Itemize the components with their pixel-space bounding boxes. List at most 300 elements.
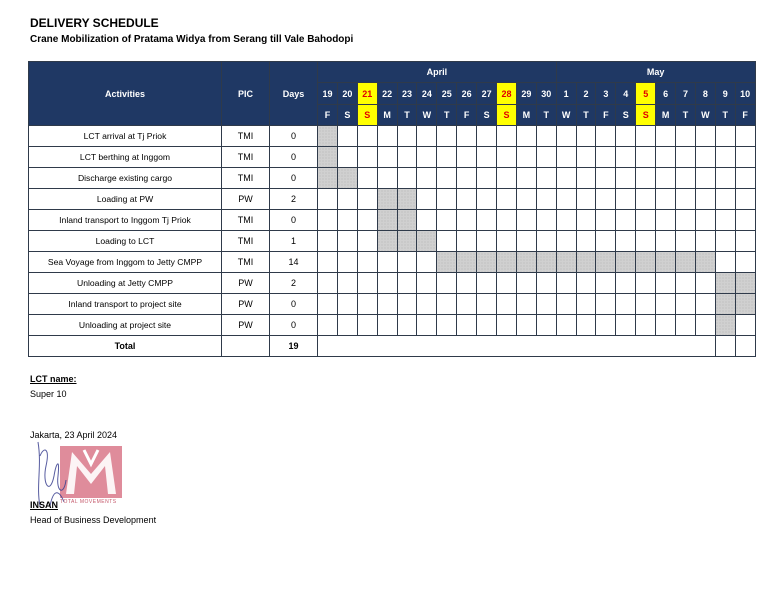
weekday-header: F — [457, 105, 477, 126]
gantt-empty-cell — [735, 126, 755, 147]
schedule-row — [29, 189, 756, 210]
gantt-empty-cell — [516, 189, 536, 210]
weekday-header: T — [576, 105, 596, 126]
gantt-empty-cell — [656, 126, 676, 147]
gantt-empty-cell — [457, 231, 477, 252]
gantt-empty-cell — [656, 315, 676, 336]
gantt-bar-cell — [596, 252, 616, 273]
gantt-bar-cell — [636, 252, 656, 273]
gantt-empty-cell — [576, 189, 596, 210]
gantt-empty-cell — [695, 273, 715, 294]
gantt-empty-cell — [377, 126, 397, 147]
gantt-empty-cell — [457, 189, 477, 210]
gantt-empty-cell — [377, 315, 397, 336]
gantt-empty-cell — [656, 189, 676, 210]
gantt-empty-cell — [417, 315, 437, 336]
weekday-header: S — [616, 105, 636, 126]
gantt-empty-cell — [337, 273, 357, 294]
gantt-bar-cell — [477, 252, 497, 273]
total-days: 19 — [270, 336, 318, 357]
days-cell: 2 — [270, 189, 318, 210]
gantt-empty-cell — [457, 315, 477, 336]
gantt-empty-cell — [616, 273, 636, 294]
gantt-bar-cell — [318, 147, 338, 168]
gantt-empty-cell — [576, 294, 596, 315]
gantt-empty-cell — [477, 210, 497, 231]
gantt-empty-cell — [735, 252, 755, 273]
gantt-empty-cell — [397, 294, 417, 315]
gantt-empty-cell — [616, 315, 636, 336]
gantt-empty-cell — [576, 315, 596, 336]
gantt-bar-cell — [417, 231, 437, 252]
gantt-bar-cell — [437, 252, 457, 273]
gantt-empty-cell — [477, 126, 497, 147]
gantt-bar-cell — [377, 231, 397, 252]
gantt-empty-cell — [477, 294, 497, 315]
gantt-empty-cell — [556, 189, 576, 210]
gantt-empty-cell — [695, 147, 715, 168]
gantt-empty-cell — [357, 168, 377, 189]
schedule-row — [29, 273, 756, 294]
gantt-empty-cell — [636, 231, 656, 252]
gantt-empty-cell — [656, 147, 676, 168]
signer-position: Head of Business Development — [30, 515, 157, 525]
gantt-empty-cell — [337, 252, 357, 273]
days-cell: 1 — [270, 231, 318, 252]
gantt-empty-cell — [695, 294, 715, 315]
gantt-bar-cell — [616, 252, 636, 273]
gantt-empty-cell — [516, 315, 536, 336]
header-activities: Activities — [29, 62, 222, 126]
gantt-empty-cell — [357, 210, 377, 231]
gantt-empty-cell — [516, 294, 536, 315]
activity-cell: Inland transport to Inggom Tj Priok — [29, 210, 222, 231]
gantt-empty-cell — [377, 273, 397, 294]
gantt-empty-cell — [457, 210, 477, 231]
gantt-empty-cell — [676, 294, 696, 315]
schedule-row — [29, 231, 756, 252]
days-cell: 0 — [270, 210, 318, 231]
gantt-bar-cell — [377, 189, 397, 210]
gantt-bar-cell — [676, 252, 696, 273]
gantt-empty-cell — [735, 231, 755, 252]
days-cell: 14 — [270, 252, 318, 273]
gantt-empty-cell — [616, 210, 636, 231]
gantt-empty-cell — [318, 273, 338, 294]
weekday-header: T — [536, 105, 556, 126]
gantt-empty-cell — [556, 147, 576, 168]
gantt-bar-cell — [337, 168, 357, 189]
pic-cell: PW — [222, 315, 270, 336]
gantt-empty-cell — [676, 273, 696, 294]
gantt-empty-cell — [596, 168, 616, 189]
gantt-empty-cell — [676, 189, 696, 210]
gantt-empty-cell — [417, 189, 437, 210]
schedule-row — [29, 315, 756, 336]
gantt-empty-cell — [318, 189, 338, 210]
date-header: 19 — [318, 83, 338, 105]
gantt-empty-cell — [636, 294, 656, 315]
gantt-empty-cell — [556, 168, 576, 189]
schedule-row — [29, 252, 756, 273]
gantt-bar-cell — [576, 252, 596, 273]
stamp-text: TOTAL MOVEMENTS — [60, 499, 117, 505]
gantt-bar-cell — [715, 315, 735, 336]
gantt-empty-cell — [417, 147, 437, 168]
gantt-empty-cell — [437, 294, 457, 315]
gantt-empty-cell — [377, 252, 397, 273]
header-pic: PIC — [222, 62, 270, 126]
gantt-empty-cell — [636, 210, 656, 231]
date-header: 8 — [695, 83, 715, 105]
gantt-empty-cell — [616, 126, 636, 147]
gantt-empty-cell — [616, 168, 636, 189]
pic-cell: TMI — [222, 168, 270, 189]
gantt-empty-cell — [457, 294, 477, 315]
month-header: April — [318, 62, 557, 83]
weekday-header: W — [556, 105, 576, 126]
pic-cell: TMI — [222, 210, 270, 231]
gantt-empty-cell — [636, 273, 656, 294]
gantt-empty-cell — [596, 294, 616, 315]
date-header: 21 — [357, 83, 377, 105]
gantt-empty-cell — [417, 273, 437, 294]
gantt-empty-cell — [516, 126, 536, 147]
gantt-empty-cell — [516, 168, 536, 189]
gantt-empty-cell — [695, 126, 715, 147]
gantt-empty-cell — [417, 210, 437, 231]
gantt-empty-cell — [377, 294, 397, 315]
date-header: 20 — [337, 83, 357, 105]
gantt-bar-cell — [556, 252, 576, 273]
days-cell: 0 — [270, 294, 318, 315]
gantt-empty-cell — [377, 168, 397, 189]
gantt-empty-cell — [417, 168, 437, 189]
month-header: May — [556, 62, 755, 83]
gantt-bar-cell — [397, 189, 417, 210]
gantt-empty-cell — [477, 315, 497, 336]
gantt-empty-cell — [636, 168, 656, 189]
gantt-empty-cell — [477, 273, 497, 294]
gantt-empty-cell — [715, 126, 735, 147]
gantt-bar-cell — [397, 231, 417, 252]
gantt-bar-cell — [735, 273, 755, 294]
gantt-empty-cell — [576, 273, 596, 294]
gantt-empty-cell — [576, 210, 596, 231]
gantt-empty-cell — [318, 210, 338, 231]
gantt-empty-cell — [536, 273, 556, 294]
activity-cell: Sea Voyage from Inggom to Jetty CMPP — [29, 252, 222, 273]
gantt-empty-cell — [735, 315, 755, 336]
gantt-bar-cell — [715, 294, 735, 315]
days-cell: 0 — [270, 315, 318, 336]
month-header-row — [29, 62, 756, 83]
activity-cell: Discharge existing cargo — [29, 168, 222, 189]
weekday-header: T — [397, 105, 417, 126]
pic-cell: PW — [222, 294, 270, 315]
gantt-empty-cell — [437, 189, 457, 210]
gantt-empty-cell — [457, 126, 477, 147]
weekday-header: S — [337, 105, 357, 126]
days-cell: 0 — [270, 126, 318, 147]
days-cell: 2 — [270, 273, 318, 294]
gantt-empty-cell — [735, 168, 755, 189]
total-row — [29, 336, 756, 357]
weekday-header: T — [715, 105, 735, 126]
activity-cell: Loading at PW — [29, 189, 222, 210]
gantt-empty-cell — [437, 231, 457, 252]
gantt-empty-cell — [556, 126, 576, 147]
gantt-empty-cell — [397, 147, 417, 168]
gantt-empty-cell — [497, 315, 517, 336]
gantt-empty-cell — [596, 231, 616, 252]
pic-cell: PW — [222, 273, 270, 294]
weekday-header: F — [596, 105, 616, 126]
gantt-empty-cell — [695, 315, 715, 336]
gantt-empty-cell — [377, 147, 397, 168]
gantt-empty-cell — [318, 252, 338, 273]
gantt-empty-cell — [656, 210, 676, 231]
gantt-empty-cell — [695, 210, 715, 231]
gantt-empty-cell — [695, 168, 715, 189]
weekday-header: W — [417, 105, 437, 126]
document-title: DELIVERY SCHEDULE — [30, 16, 159, 30]
schedule-row — [29, 210, 756, 231]
gantt-bar-cell — [397, 210, 417, 231]
gantt-empty-cell — [536, 231, 556, 252]
gantt-empty-cell — [636, 126, 656, 147]
total-end-cell — [735, 336, 755, 357]
gantt-empty-cell — [556, 315, 576, 336]
date-header: 25 — [437, 83, 457, 105]
gantt-empty-cell — [676, 147, 696, 168]
date-header: 30 — [536, 83, 556, 105]
date-header: 22 — [377, 83, 397, 105]
gantt-empty-cell — [497, 147, 517, 168]
gantt-empty-cell — [397, 315, 417, 336]
date-header: 6 — [656, 83, 676, 105]
gantt-empty-cell — [636, 189, 656, 210]
lct-name-value: Super 10 — [30, 389, 67, 399]
gantt-bar-cell — [457, 252, 477, 273]
gantt-empty-cell — [695, 231, 715, 252]
activity-cell: Unloading at Jetty CMPP — [29, 273, 222, 294]
gantt-empty-cell — [337, 126, 357, 147]
gantt-empty-cell — [676, 210, 696, 231]
gantt-empty-cell — [596, 126, 616, 147]
gantt-empty-cell — [357, 147, 377, 168]
gantt-bar-cell — [735, 294, 755, 315]
gantt-empty-cell — [477, 168, 497, 189]
gantt-empty-cell — [437, 147, 457, 168]
gantt-empty-cell — [616, 189, 636, 210]
gantt-empty-cell — [616, 231, 636, 252]
date-header: 1 — [556, 83, 576, 105]
gantt-empty-cell — [337, 231, 357, 252]
schedule-row — [29, 147, 756, 168]
weekday-header: S — [477, 105, 497, 126]
gantt-empty-cell — [337, 294, 357, 315]
gantt-empty-cell — [337, 189, 357, 210]
gantt-empty-cell — [318, 315, 338, 336]
gantt-bar-cell — [656, 252, 676, 273]
weekday-header: S — [497, 105, 517, 126]
gantt-empty-cell — [656, 294, 676, 315]
pic-cell: TMI — [222, 231, 270, 252]
weekday-header: T — [676, 105, 696, 126]
pic-cell: PW — [222, 189, 270, 210]
pic-cell: TMI — [222, 126, 270, 147]
gantt-empty-cell — [596, 189, 616, 210]
date-header: 2 — [576, 83, 596, 105]
date-header: 29 — [516, 83, 536, 105]
gantt-empty-cell — [536, 168, 556, 189]
date-header: 7 — [676, 83, 696, 105]
gantt-empty-cell — [397, 273, 417, 294]
gantt-empty-cell — [318, 231, 338, 252]
total-span-cell — [318, 336, 716, 357]
gantt-bar-cell — [497, 252, 517, 273]
gantt-empty-cell — [656, 273, 676, 294]
gantt-empty-cell — [437, 273, 457, 294]
activity-cell: Loading to LCT — [29, 231, 222, 252]
gantt-empty-cell — [715, 231, 735, 252]
gantt-empty-cell — [596, 273, 616, 294]
weekday-header: F — [735, 105, 755, 126]
gantt-empty-cell — [576, 126, 596, 147]
date-header: 4 — [616, 83, 636, 105]
gantt-empty-cell — [497, 210, 517, 231]
gantt-empty-cell — [536, 210, 556, 231]
gantt-empty-cell — [457, 168, 477, 189]
gantt-bar-cell — [536, 252, 556, 273]
weekday-header: W — [695, 105, 715, 126]
gantt-empty-cell — [556, 231, 576, 252]
schedule-row — [29, 294, 756, 315]
gantt-empty-cell — [437, 126, 457, 147]
activity-cell: Inland transport to project site — [29, 294, 222, 315]
date-header: 10 — [735, 83, 755, 105]
date-header: 26 — [457, 83, 477, 105]
gantt-empty-cell — [417, 252, 437, 273]
gantt-empty-cell — [516, 210, 536, 231]
gantt-empty-cell — [715, 147, 735, 168]
gantt-empty-cell — [357, 189, 377, 210]
gantt-empty-cell — [536, 294, 556, 315]
gantt-empty-cell — [497, 189, 517, 210]
gantt-empty-cell — [576, 168, 596, 189]
gantt-empty-cell — [735, 147, 755, 168]
gantt-empty-cell — [497, 294, 517, 315]
gantt-empty-cell — [576, 231, 596, 252]
activity-cell: Unloading at project site — [29, 315, 222, 336]
weekday-header: S — [357, 105, 377, 126]
gantt-bar-cell — [516, 252, 536, 273]
gantt-empty-cell — [337, 210, 357, 231]
weekday-header: S — [636, 105, 656, 126]
gantt-empty-cell — [735, 189, 755, 210]
days-cell: 0 — [270, 147, 318, 168]
gantt-empty-cell — [616, 147, 636, 168]
date-header: 3 — [596, 83, 616, 105]
gantt-bar-cell — [318, 168, 338, 189]
date-header: 5 — [636, 83, 656, 105]
total-label: Total — [29, 336, 222, 357]
gantt-empty-cell — [437, 210, 457, 231]
header-days: Days — [270, 62, 318, 126]
pic-cell: TMI — [222, 252, 270, 273]
gantt-empty-cell — [656, 168, 676, 189]
gantt-empty-cell — [397, 126, 417, 147]
signature-date: Jakarta, 23 April 2024 — [30, 430, 118, 440]
gantt-empty-cell — [715, 189, 735, 210]
schedule-table — [28, 61, 756, 357]
weekday-header: M — [516, 105, 536, 126]
gantt-empty-cell — [477, 231, 497, 252]
gantt-empty-cell — [556, 273, 576, 294]
gantt-empty-cell — [337, 315, 357, 336]
gantt-empty-cell — [357, 315, 377, 336]
gantt-empty-cell — [357, 231, 377, 252]
gantt-empty-cell — [357, 273, 377, 294]
gantt-empty-cell — [676, 126, 696, 147]
gantt-empty-cell — [477, 147, 497, 168]
gantt-empty-cell — [656, 231, 676, 252]
gantt-empty-cell — [536, 189, 556, 210]
gantt-empty-cell — [596, 210, 616, 231]
document-subtitle: Crane Mobilization of Pratama Widya from Serang till Vale Bahodopi — [30, 34, 354, 45]
date-header: 28 — [497, 83, 517, 105]
schedule-row — [29, 126, 756, 147]
gantt-empty-cell — [497, 126, 517, 147]
gantt-empty-cell — [516, 231, 536, 252]
gantt-empty-cell — [417, 126, 437, 147]
weekday-header: M — [656, 105, 676, 126]
gantt-empty-cell — [497, 168, 517, 189]
total-end-cell — [715, 336, 735, 357]
date-header: 27 — [477, 83, 497, 105]
gantt-empty-cell — [636, 315, 656, 336]
gantt-empty-cell — [636, 147, 656, 168]
gantt-empty-cell — [715, 210, 735, 231]
gantt-empty-cell — [735, 210, 755, 231]
weekday-header: T — [437, 105, 457, 126]
date-header: 23 — [397, 83, 417, 105]
gantt-empty-cell — [417, 294, 437, 315]
gantt-empty-cell — [556, 210, 576, 231]
gantt-bar-cell — [695, 252, 715, 273]
gantt-empty-cell — [715, 168, 735, 189]
date-header: 9 — [715, 83, 735, 105]
gantt-empty-cell — [477, 189, 497, 210]
pic-cell: TMI — [222, 147, 270, 168]
total-pic-cell — [222, 336, 270, 357]
activity-cell: LCT berthing at Inggom — [29, 147, 222, 168]
gantt-empty-cell — [457, 273, 477, 294]
gantt-empty-cell — [516, 147, 536, 168]
gantt-empty-cell — [497, 273, 517, 294]
signer-name: INSAN — [30, 500, 59, 510]
gantt-empty-cell — [318, 294, 338, 315]
gantt-empty-cell — [337, 147, 357, 168]
gantt-empty-cell — [676, 168, 696, 189]
weekday-header: M — [377, 105, 397, 126]
gantt-bar-cell — [715, 273, 735, 294]
gantt-empty-cell — [676, 231, 696, 252]
days-cell: 0 — [270, 168, 318, 189]
gantt-empty-cell — [497, 231, 517, 252]
weekday-header: F — [318, 105, 338, 126]
